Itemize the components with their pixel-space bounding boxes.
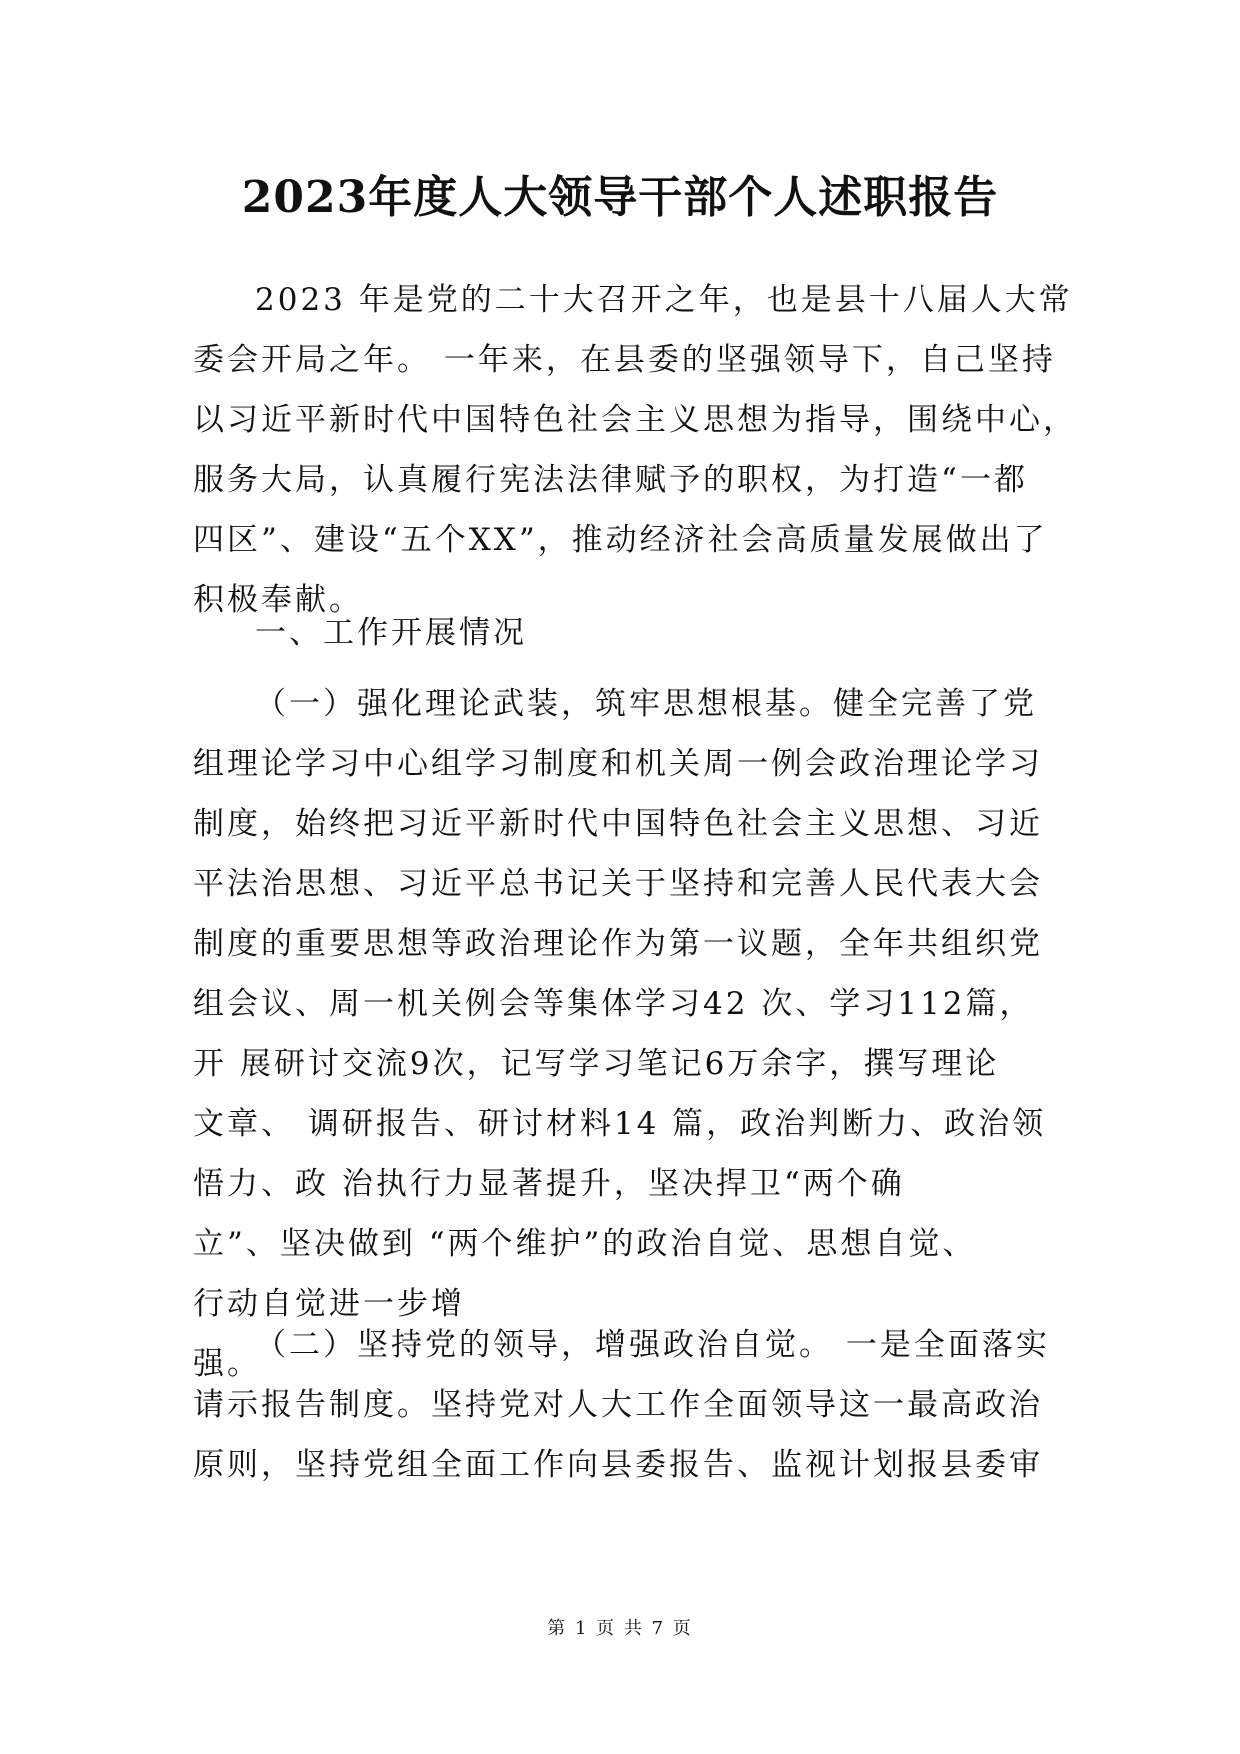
document-title: 2023年度人大领导干部个人述职报告 bbox=[241, 172, 999, 223]
paragraph-line: 2023 年是党的二十大召开之年，也是县十八届人大常 bbox=[255, 282, 1073, 318]
paragraph-line: 制度，始终把习近平新时代中国特色社会主义思想、习近 bbox=[193, 806, 1043, 842]
page-number: 第 1 页 共 7 页 bbox=[547, 1618, 693, 1639]
paragraph-line: 原则，坚持党组全面工作向县委报告、监视计划报县委审 bbox=[193, 1447, 1043, 1483]
paragraph-line: 文章、 调研报告、研讨材料14 篇，政治判断力、政治领 bbox=[193, 1106, 1047, 1142]
paragraph-line: 行动自觉进一步增 bbox=[193, 1286, 465, 1322]
paragraph-line: 以习近平新时代中国特色社会主义思想为指导，围绕中心， bbox=[193, 402, 1077, 438]
paragraph-line: 平法治思想、习近平总书记关于坚持和完善人民代表大会 bbox=[193, 866, 1043, 902]
paragraph-line: 开 展研讨交流9次，记写学习笔记6万余字，撰写理论 bbox=[193, 1046, 1000, 1082]
intro-paragraph bbox=[193, 270, 1077, 630]
paragraph-line: 组会议、周一机关例会等集体学习42 次、学习112篇， bbox=[193, 986, 1034, 1022]
item-one-paragraph bbox=[193, 674, 1073, 1394]
paragraph-line: （一）强化理论武装，筑牢思想根基。健全完善了党 bbox=[255, 686, 1037, 722]
section-heading-text: 一、工作开展情况 bbox=[255, 615, 527, 651]
paragraph-line: 委会开局之年。 一年来，在县委的坚强领导下，自己坚持 bbox=[193, 342, 1056, 378]
paragraph-line: 四区”、建设“五个XX”，推动经济社会高质量发展做出了 bbox=[193, 522, 1048, 558]
paragraph-line: 制度的重要思想等政治理论作为第一议题，全年共组织党 bbox=[193, 926, 1043, 962]
item-two-paragraph bbox=[193, 1315, 1073, 1495]
paragraph-line: 强。 bbox=[193, 1346, 261, 1382]
paragraph-line: 立”、坚决做到 “两个维护”的政治自觉、思想自觉、 bbox=[193, 1226, 977, 1262]
section-heading bbox=[193, 603, 1073, 663]
paragraph-line: 请示报告制度。坚持党对人大工作全面领导这一最高政治 bbox=[193, 1387, 1043, 1423]
paragraph-line: 组理论学习中心组学习制度和机关周一例会政治理论学习 bbox=[193, 746, 1043, 782]
paragraph-line: 悟力、政 治执行力显著提升，坚决捍卫“两个确 bbox=[193, 1166, 905, 1202]
paragraph-line: （二）坚持党的领导，增强政治自觉。 一是全面落实 bbox=[255, 1327, 1050, 1363]
paragraph-line: 服务大局，认真履行宪法法律赋予的职权，为打造“一都 bbox=[193, 462, 1028, 498]
paragraph-line: 积极奉献。 bbox=[193, 582, 363, 618]
